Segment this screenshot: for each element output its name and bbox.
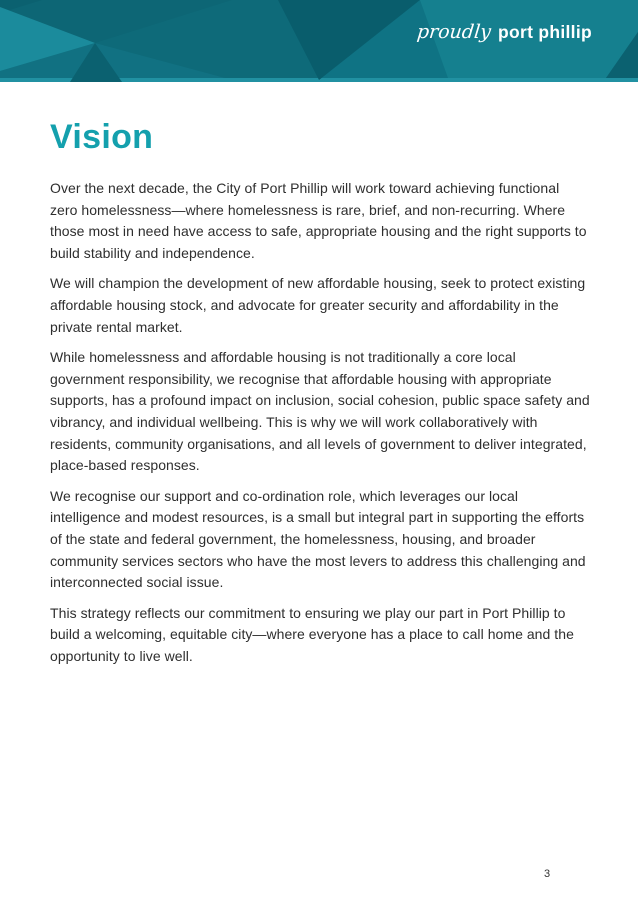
paragraph-vision-2: We will champion the development of new affordable housing, seek to protect existing affordable housing stock, and advocate for greater security and affordability in the private rental market.	[50, 275, 586, 335]
paragraph-vision-3: While homelessness and affordable housing is not traditionally a core local government responsibility, we recognise that affordable housing with appropriate supports, has a profound impact on inclusion, social cohesion, public space safety and vibrancy, and individual wellbeing. This is why we will work collaboratively with residents, community organisations, and all levels of government to deliver integrated, place-based responses.	[50, 349, 590, 474]
page-content	[0, 82, 638, 667]
logo-brand-text: port phillip	[498, 22, 592, 42]
paragraph-vision-4: We recognise our support and co-ordination role, which leverages our local intelligence and modest resources, is a small but integral part in supporting the efforts of the state and federal government, the homelessness, housing, and broader community services sectors who have the most levers to address this challenging and interconnected social issue.	[50, 487, 586, 591]
page-title: Vision	[50, 118, 154, 156]
proudly-port-phillip-logo	[417, 21, 592, 43]
logo-script-text: proudly	[415, 21, 493, 43]
paragraph-vision-5: This strategy reflects our commitment to ensuring we play our part in Port Phillip to build a welcoming, equitable city—where everyone has a place to call home and the opportunity to live well.	[50, 604, 574, 664]
header-banner	[0, 0, 638, 82]
paragraph-vision-1: Over the next decade, the City of Port Phillip will work toward achieving functional zero homelessness—where homelessness is rare, brief, and non-recurring. Where those most in need have access to safe, appropriate housing and the right supports to build stability and independence.	[50, 180, 587, 261]
page-number: 3	[544, 868, 551, 880]
